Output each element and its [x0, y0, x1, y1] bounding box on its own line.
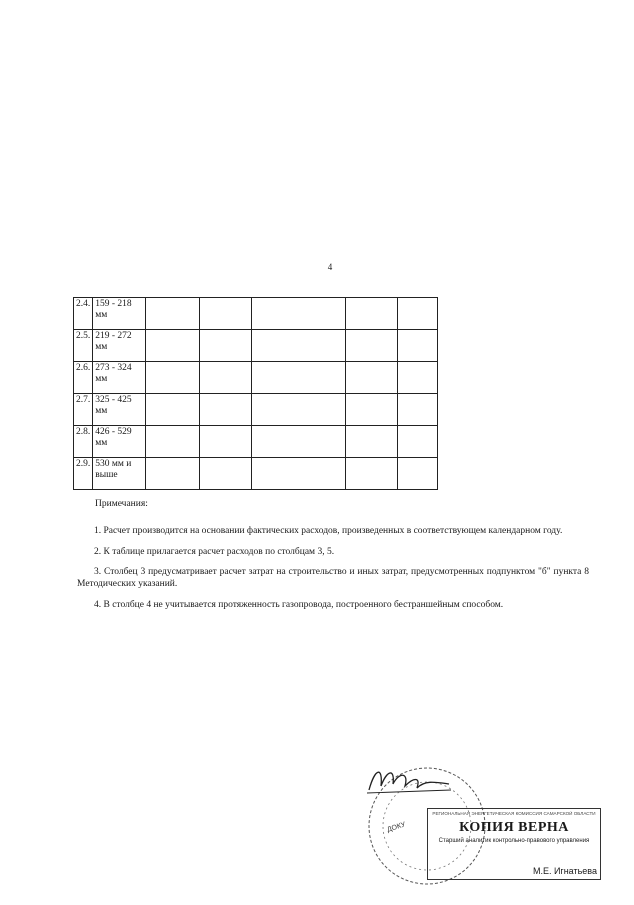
- diameter-cell: 159 - 218 мм: [93, 298, 146, 330]
- row-number-cell: 2.9.: [74, 458, 93, 490]
- diameter-cell: 426 - 529 мм: [93, 426, 146, 458]
- empty-cell: [346, 362, 398, 394]
- diameter-cell: 530 мм и выше: [93, 458, 146, 490]
- empty-cell: [398, 298, 438, 330]
- copy-certified-box: [427, 808, 601, 880]
- empty-cell: [252, 330, 346, 362]
- empty-cell: [146, 426, 200, 458]
- table-row: [74, 458, 438, 490]
- empty-cell: [252, 394, 346, 426]
- note-4: 4. В столбце 4 не учитывается протяженность газопровода, построенного бестраншейным способом.: [94, 599, 504, 610]
- stamp-name: М.Е. Игнатьева: [532, 866, 597, 876]
- table-row: [74, 298, 438, 330]
- empty-cell: [252, 298, 346, 330]
- row-number-cell: 2.7.: [74, 394, 93, 426]
- table-row: [74, 394, 438, 426]
- row-number-cell: 2.8.: [74, 426, 93, 458]
- empty-cell: [252, 458, 346, 490]
- empty-cell: [346, 298, 398, 330]
- table-row: [74, 426, 438, 458]
- signature-icon: [365, 760, 455, 800]
- empty-cell: [398, 330, 438, 362]
- diameter-cell: 219 - 272 мм: [93, 330, 146, 362]
- empty-cell: [398, 426, 438, 458]
- empty-cell: [346, 330, 398, 362]
- diameter-cell: 325 - 425 мм: [93, 394, 146, 426]
- empty-cell: [346, 394, 398, 426]
- note-2: 2. К таблице прилагается расчет расходов по столбцам 3, 5.: [94, 546, 335, 557]
- stamp-position: Старший аналитик контрольно-правового управления: [438, 838, 590, 844]
- empty-cell: [398, 394, 438, 426]
- row-number-cell: 2.5.: [74, 330, 93, 362]
- empty-cell: [200, 298, 252, 330]
- note-1: 1. Расчет производится на основании фактических расходов, произведенных в соответствующем календарном году.: [94, 526, 563, 537]
- note-3: 3. Столбец 3 предусматривает расчет затрат на строительство и иных затрат, предусмотренных подпунктом "б" пункта 8 Методических указаний.: [77, 567, 589, 590]
- empty-cell: [146, 362, 200, 394]
- empty-cell: [200, 394, 252, 426]
- page-number: 4: [327, 262, 333, 272]
- empty-cell: [200, 330, 252, 362]
- empty-cell: [200, 426, 252, 458]
- table-row: [74, 330, 438, 362]
- empty-cell: [146, 330, 200, 362]
- empty-cell: [146, 394, 200, 426]
- pipeline-table: [73, 297, 438, 490]
- notes-title: Примечания:: [95, 499, 148, 509]
- row-number-cell: 2.4.: [74, 298, 93, 330]
- seal-text: ДОКУ: [386, 821, 407, 834]
- row-number-cell: 2.6.: [74, 362, 93, 394]
- empty-cell: [346, 426, 398, 458]
- empty-cell: [200, 362, 252, 394]
- empty-cell: [252, 426, 346, 458]
- stamp-heading: КОПИЯ ВЕРНА: [459, 820, 569, 835]
- empty-cell: [146, 298, 200, 330]
- empty-cell: [252, 362, 346, 394]
- empty-cell: [398, 458, 438, 490]
- notes-section: [77, 498, 589, 619]
- table-row: [74, 362, 438, 394]
- stamp-organization: РЕГИОНАЛЬНАЯ ЭНЕРГЕТИЧЕСКАЯ КОМИССИЯ САМАРСКОЙ ОБЛАСТИ: [432, 811, 596, 816]
- empty-cell: [146, 458, 200, 490]
- diameter-cell: 273 - 324 мм: [93, 362, 146, 394]
- certification-stamp: [365, 760, 601, 890]
- empty-cell: [346, 458, 398, 490]
- empty-cell: [200, 458, 252, 490]
- empty-cell: [398, 362, 438, 394]
